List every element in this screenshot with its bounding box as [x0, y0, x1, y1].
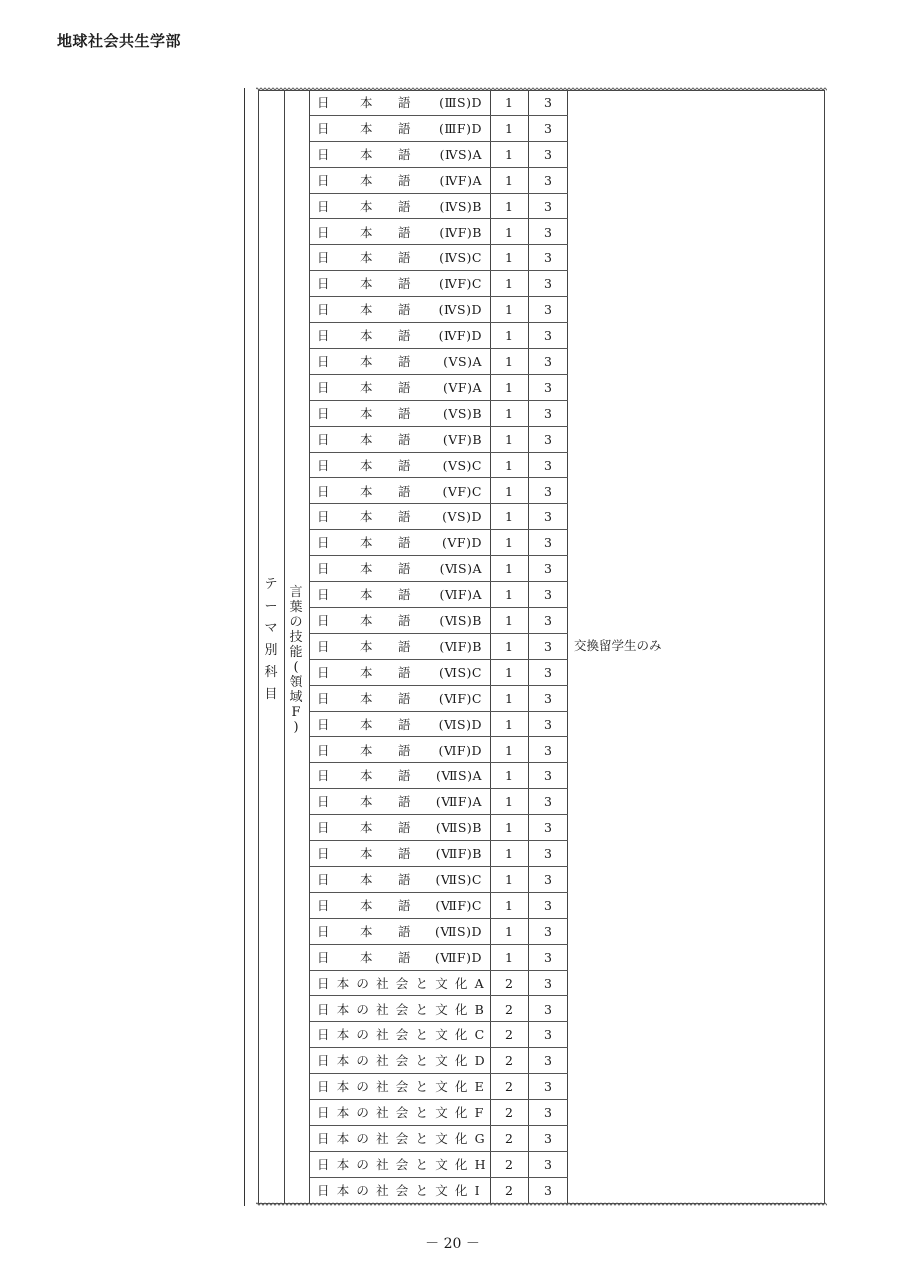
year-cell: 3: [544, 535, 552, 551]
year-cell: 3: [544, 638, 552, 654]
table-row: [310, 867, 568, 893]
course-name: 日 本 語 (ⅦS)D: [310, 919, 490, 945]
table-row: [310, 712, 568, 738]
course-level: (ⅥF)C: [438, 690, 482, 706]
credits-cell: 1: [505, 587, 513, 603]
year-cell: 3: [544, 949, 552, 965]
course-name: 日本の社会と文化G: [317, 1131, 492, 1146]
category-char: 言: [289, 585, 303, 600]
course-name: 日本の社会と文化F: [317, 1105, 491, 1121]
course-name: 日本の社会と文化C: [317, 1027, 492, 1043]
year-cell: 3: [544, 379, 552, 395]
course-level: (ⅤF)B: [442, 431, 482, 447]
course-level: (ⅦF)D: [434, 949, 482, 965]
course-name: 日 本 語 (ⅣF)D: [310, 323, 490, 349]
table-row: [310, 245, 568, 271]
course-name: 日 本 語 (ⅣS)D: [310, 297, 490, 323]
course-level: (ⅣS)C: [439, 250, 482, 266]
table-row: [310, 1100, 568, 1126]
course-level: (ⅦF)C: [435, 897, 482, 913]
credits-cell: 2: [505, 1156, 513, 1172]
course-name: 日 本 語 (ⅣS)B: [310, 194, 490, 220]
credits-cell: 1: [505, 716, 513, 732]
credits-cell: 1: [505, 638, 513, 654]
credits-cell: 2: [505, 1079, 513, 1095]
category-language-skills: [289, 585, 303, 735]
course-name: 日本の社会と文化A: [317, 975, 491, 991]
course-name: 日 本 語 (ⅣF)A: [310, 168, 490, 194]
year-cell: 3: [544, 742, 552, 758]
table-row: [310, 90, 568, 116]
year-cell: 3: [544, 276, 552, 292]
course-name: 日本の社会と文化E: [317, 1079, 491, 1095]
course-name: 日 本 語 (ⅣS)A: [310, 142, 490, 168]
course-level: (ⅦF)B: [435, 846, 482, 862]
table-row: [310, 168, 568, 194]
course-level: (ⅦS)C: [435, 872, 482, 887]
category-char: 領: [289, 675, 303, 690]
table-row: [310, 194, 568, 220]
course-name: 日 本 語 (ⅤS)C: [310, 453, 490, 479]
year-cell: 3: [544, 1131, 552, 1146]
table-row: [310, 763, 568, 789]
course-name: 日本の社会と文化B: [317, 1001, 491, 1017]
category-char: 目: [264, 687, 278, 702]
table-row: [310, 997, 568, 1023]
year-cell: 3: [544, 975, 552, 991]
year-cell: 3: [544, 250, 552, 266]
credits-cell: 2: [505, 1105, 513, 1121]
course-name: 日 本 語 (ⅥF)A: [310, 582, 490, 608]
credits-cell: 1: [505, 405, 513, 421]
credits-cell: 1: [505, 457, 513, 473]
course-name: 日本の社会と文化D: [317, 1053, 492, 1069]
table-row: [310, 271, 568, 297]
course-level: (ⅥS)D: [438, 716, 482, 732]
course-name: 日 本 語 (ⅦS)C: [310, 867, 490, 893]
year-cell: 3: [544, 1156, 552, 1172]
course-level: (ⅦS)B: [435, 820, 482, 836]
course-level: (ⅦS)A: [436, 768, 482, 784]
year-cell: 3: [544, 146, 552, 162]
year-cell: 3: [544, 1053, 552, 1069]
course-name: 日 本 語 (ⅦF)B: [310, 841, 490, 867]
category-char: ): [293, 720, 299, 735]
course-level: (ⅤS)A: [443, 354, 482, 369]
table-row: [310, 504, 568, 530]
table-row: [310, 453, 568, 479]
year-cell: 3: [544, 509, 552, 525]
category-char: 別: [264, 643, 278, 658]
credits-cell: 2: [505, 1001, 513, 1017]
credits-cell: 1: [505, 328, 513, 344]
course-level: (ⅣS)A: [439, 146, 482, 162]
table-row: [310, 479, 568, 505]
credits-cell: 1: [505, 250, 513, 266]
course-level: (ⅣF)D: [438, 328, 482, 344]
year-cell: 3: [544, 95, 552, 110]
table-row: [310, 634, 568, 660]
credits-cell: 1: [505, 354, 513, 369]
course-name: 日 本 語 (ⅦF)D: [310, 945, 490, 971]
course-level: (ⅥF)D: [438, 742, 482, 758]
course-name: 日 本 語 (ⅥS)B: [310, 608, 490, 634]
year-cell: 3: [544, 846, 552, 862]
year-cell: 3: [544, 431, 552, 447]
course-name: 日 本 語 (ⅤS)D: [310, 504, 490, 530]
year-cell: 3: [544, 872, 552, 887]
course-level: (ⅥF)A: [439, 587, 482, 603]
table-row: [310, 220, 568, 246]
course-name: 日 本 語 (ⅢF)D: [310, 116, 490, 142]
table-row: [310, 323, 568, 349]
category-char: マ: [264, 621, 278, 636]
course-name: 日 本 語 (ⅦF)A: [310, 789, 490, 815]
credits-cell: 1: [505, 561, 513, 577]
course-level: (ⅥS)A: [439, 561, 482, 577]
course-name: 日 本 語 (ⅤF)A: [310, 375, 490, 401]
note-exchange-only: 交換留学生のみ: [574, 638, 662, 653]
course-name: 日 本 語 (ⅣS)C: [310, 245, 490, 271]
credits-cell: 1: [505, 172, 513, 188]
course-name: 日 本 語 (ⅦS)A: [310, 763, 490, 789]
year-cell: 3: [544, 897, 552, 913]
year-cell: 3: [544, 198, 552, 214]
course-level: (ⅦS)D: [435, 923, 482, 939]
course-level: (ⅦF)A: [435, 794, 482, 810]
course-level: (ⅣS)B: [439, 198, 482, 214]
course-level: (ⅤS)C: [442, 457, 482, 473]
credits-cell: 2: [505, 975, 513, 991]
course-level: (ⅣS)D: [438, 302, 482, 318]
course-level: (ⅤS)D: [442, 509, 482, 525]
year-cell: 3: [544, 1079, 552, 1095]
category-char: 技: [289, 630, 303, 645]
table-row: [310, 686, 568, 712]
table-row: [310, 841, 568, 867]
table-row: [310, 427, 568, 453]
year-cell: 3: [544, 587, 552, 603]
credits-cell: 1: [505, 949, 513, 965]
table-row: [310, 893, 568, 919]
credits-cell: 1: [505, 276, 513, 292]
credits-cell: 1: [505, 872, 513, 887]
table-row: [310, 971, 568, 997]
category-char: F: [291, 705, 301, 720]
page-number: － 20 －: [425, 1236, 480, 1252]
table-row: [310, 349, 568, 375]
course-level: (ⅥS)C: [439, 664, 482, 680]
course-name: 日 本 語 (ⅥF)C: [310, 686, 490, 712]
course-name: 日 本 語 (ⅣF)C: [310, 271, 490, 297]
course-level: (ⅣF)B: [439, 224, 482, 240]
course-name: 日 本 語 (ⅣF)B: [310, 220, 490, 246]
credits-cell: 1: [505, 120, 513, 136]
credits-cell: 1: [505, 794, 513, 810]
credits-cell: 1: [505, 742, 513, 758]
year-cell: 3: [544, 172, 552, 188]
year-cell: 3: [544, 716, 552, 732]
year-cell: 3: [544, 1027, 552, 1043]
year-cell: 3: [544, 768, 552, 784]
course-name: 日 本 語 (ⅦF)C: [310, 893, 490, 919]
course-name: 日 本 語 (ⅤF)B: [310, 427, 490, 453]
course-level: (ⅥF)B: [439, 638, 482, 654]
credits-cell: 1: [505, 95, 513, 110]
credits-cell: 1: [505, 820, 513, 836]
course-level: (ⅤF)D: [442, 535, 482, 551]
year-cell: 3: [544, 1182, 552, 1198]
course-level: (ⅢS)D: [439, 95, 482, 110]
category-char: テ: [264, 577, 278, 592]
credits-cell: 1: [505, 431, 513, 447]
course-name: 日 本 語 (ⅥF)B: [310, 634, 490, 660]
table-row: [310, 1048, 568, 1074]
year-cell: 3: [544, 561, 552, 577]
year-cell: 3: [544, 664, 552, 680]
course-name: 日 本 語 (ⅥS)D: [310, 712, 490, 738]
table-row: [310, 608, 568, 634]
year-cell: 3: [544, 302, 552, 318]
year-cell: 3: [544, 354, 552, 369]
table-row: [310, 815, 568, 841]
year-cell: 3: [544, 483, 552, 499]
faculty-title: 地球社会共生学部: [57, 32, 182, 50]
course-level: (ⅤF)A: [443, 379, 482, 395]
table-row: [310, 116, 568, 142]
table-row: [310, 1022, 568, 1048]
course-name: 日 本 語 (ⅦS)B: [310, 815, 490, 841]
year-cell: 3: [544, 820, 552, 836]
course-name: 日 本 語 (ⅥS)A: [310, 556, 490, 582]
table-row: [310, 142, 568, 168]
year-cell: 3: [544, 794, 552, 810]
category-theme-subjects: [264, 574, 278, 706]
credits-cell: 1: [505, 664, 513, 680]
credits-cell: 1: [505, 535, 513, 551]
table-row: [310, 738, 568, 764]
credits-cell: 1: [505, 846, 513, 862]
course-name: 日 本 語 (ⅤF)D: [310, 530, 490, 556]
table-row: [310, 945, 568, 971]
year-cell: 3: [544, 690, 552, 706]
course-name: 日 本 語 (ⅥS)C: [310, 660, 490, 686]
table-row: [310, 556, 568, 582]
year-cell: 3: [544, 613, 552, 628]
outer-left-rule: [244, 88, 245, 1206]
table-row: [310, 530, 568, 556]
course-name: 日 本 語 (ⅤS)B: [310, 401, 490, 427]
credits-cell: 1: [505, 198, 513, 214]
credits-cell: 1: [505, 923, 513, 939]
table-row: [310, 401, 568, 427]
category-char: 科: [264, 665, 278, 680]
course-level: (ⅤF)C: [442, 483, 482, 499]
year-cell: 3: [544, 457, 552, 473]
credits-cell: 2: [505, 1182, 513, 1198]
table-row: [310, 1152, 568, 1178]
year-cell: 3: [544, 923, 552, 939]
year-cell: 3: [544, 120, 552, 136]
table-row: [310, 297, 568, 323]
credits-cell: 1: [505, 483, 513, 499]
year-cell: 3: [544, 224, 552, 240]
credits-cell: 1: [505, 690, 513, 706]
credits-cell: 1: [505, 509, 513, 525]
course-level: (ⅤS)B: [442, 405, 482, 421]
credits-cell: 1: [505, 146, 513, 162]
credits-cell: 1: [505, 224, 513, 240]
year-cell: 3: [544, 405, 552, 421]
category-char: の: [289, 615, 303, 630]
course-level: (ⅢF)D: [438, 120, 482, 136]
credits-cell: 1: [505, 613, 513, 628]
category-char: 葉: [289, 600, 303, 615]
year-cell: 3: [544, 1001, 552, 1017]
course-level: (ⅣF)C: [439, 276, 482, 292]
credits-cell: 1: [505, 768, 513, 784]
course-name: 日 本 語 (ⅥF)D: [310, 738, 490, 764]
table-row: [310, 789, 568, 815]
credits-cell: 1: [505, 302, 513, 318]
course-level: (ⅥS)B: [439, 613, 482, 628]
credits-cell: 2: [505, 1053, 513, 1069]
credits-cell: 1: [505, 379, 513, 395]
course-name: 日 本 語 (ⅤF)C: [310, 479, 490, 505]
table-row: [310, 1126, 568, 1152]
credits-cell: 1: [505, 897, 513, 913]
table-row: [310, 660, 568, 686]
course-name: 日 本 語 (ⅢS)D: [310, 90, 490, 116]
category-char: (: [293, 660, 299, 675]
year-cell: 3: [544, 328, 552, 344]
table-row: [310, 582, 568, 608]
course-name: 日 本 語 (ⅤS)A: [310, 349, 490, 375]
course-level: (ⅣF)A: [439, 172, 482, 188]
category-char: 能: [289, 645, 303, 660]
course-name: 日本の社会と文化H: [317, 1156, 493, 1172]
credits-cell: 2: [505, 1131, 513, 1146]
category-char: ー: [264, 599, 278, 614]
credits-cell: 2: [505, 1027, 513, 1043]
table-row: [310, 1074, 568, 1100]
table-row: [310, 919, 568, 945]
course-name: 日本の社会と文化I: [317, 1182, 487, 1198]
col-divider: [284, 90, 285, 1204]
table-row: [310, 375, 568, 401]
category-char: 域: [289, 690, 303, 705]
table-row: [310, 1178, 568, 1204]
year-cell: 3: [544, 1105, 552, 1121]
